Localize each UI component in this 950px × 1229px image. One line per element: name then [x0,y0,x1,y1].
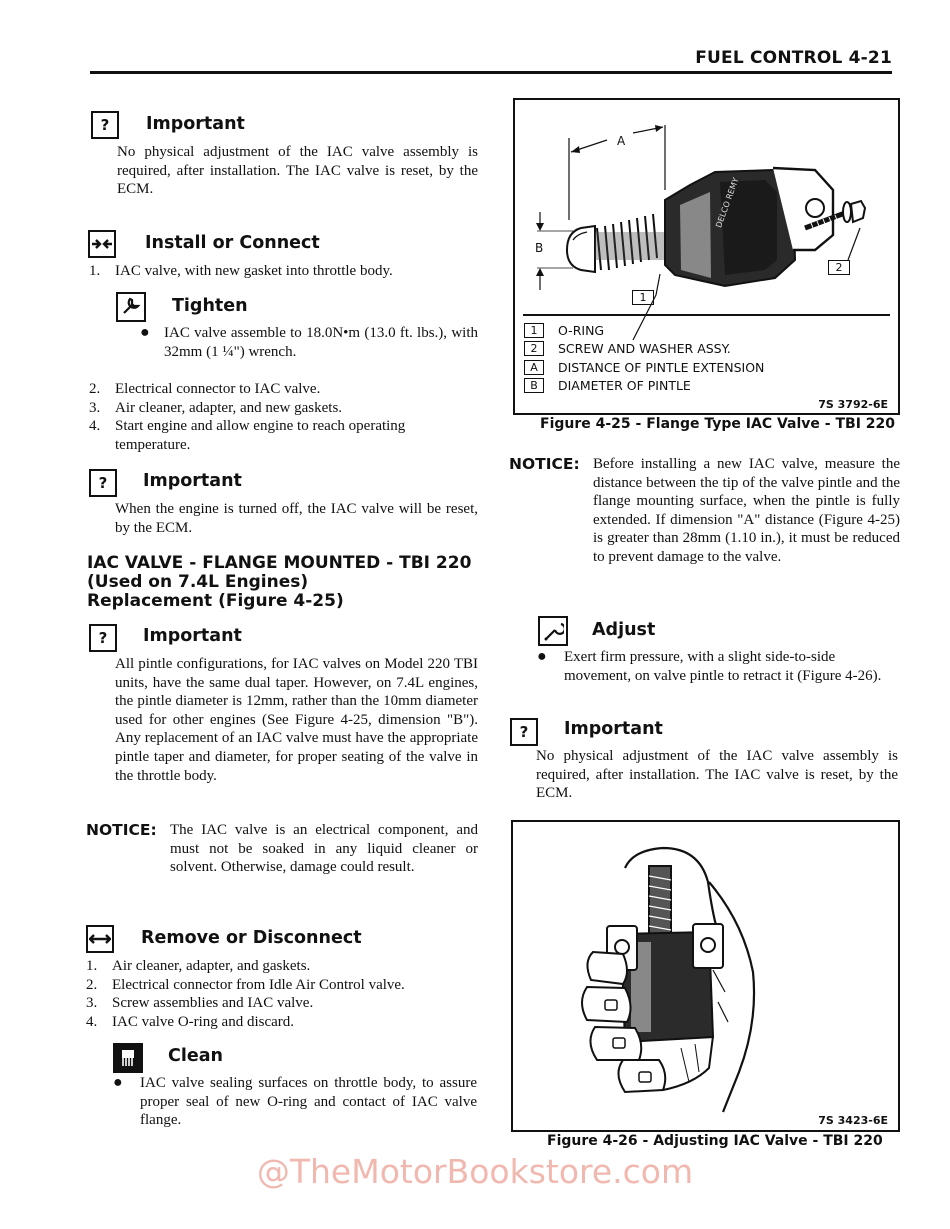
notice-text: The IAC valve is an electrical component, and must not be soaked in any liquid cleaner or solvent. Otherwise, damage could result. [170,822,478,876]
figure-reference: 7S 3423-6E [818,1114,888,1127]
tighten-title: Tighten [172,296,248,316]
figure-4-26 [511,820,900,1132]
notice-block [86,821,478,877]
list-item: 2. Electrical connector to IAC valve. [89,381,321,397]
important-title: Important [143,626,242,646]
list-item: 4. Start engine and allow engine to reach operating temperature. [89,418,406,453]
adjust-bullet: ● Exert firm pressure, with a slight side-to-side movement, on valve pintle to retract it (Figure 4-26). [537,648,882,684]
important-title: Important [146,114,245,134]
svg-text:DELCO REMY: DELCO REMY [714,176,741,229]
important-text: When the engine is turned off, the IAC valve will be reset, by the ECM. [115,501,478,536]
figure-legend [524,321,764,395]
important-icon: ? [89,469,117,497]
adjust-icon [538,616,568,646]
important-title: Important [564,719,663,739]
figure-4-25 [513,98,900,415]
notice-label: NOTICE: [509,455,580,473]
dimension-a-label: A [617,134,626,148]
callout-2: 2 [828,260,850,275]
callout-1: 1 [632,290,654,305]
install-steps-list [89,380,479,454]
important-icon: ? [91,111,119,139]
clean-title: Clean [168,1046,223,1066]
install-list [89,262,479,281]
bullet-icon: ● [113,1074,123,1091]
legend-item: 2 SCREW AND WASHER ASSY. [524,340,764,359]
tighten-bullet: ● IAC valve assemble to 18.0N•m (13.0 ft. lbs.), with 32mm (1 ¼") wrench. [140,324,478,360]
bullet-icon: ● [140,324,150,341]
important-icon: ? [89,624,117,652]
clean-brush-icon [113,1043,143,1073]
watermark: @TheMotorBookstore.com [256,1152,694,1191]
list-item: 2. Electrical connector from Idle Air Control valve. [86,976,405,993]
adjust-title: Adjust [592,620,656,640]
important-title: Important [143,471,242,491]
list-item: 3. Air cleaner, adapter, and new gaskets. [89,399,343,416]
clean-bullet: ● IAC valve sealing surfaces on throttle body, to assure proper seal of new O-ring and contact of IAC valve flange. [113,1074,477,1129]
list-item: 1. Air cleaner, adapter, and gaskets. [86,958,311,974]
figure-caption: Figure 4-26 - Adjusting IAC Valve - TBI 220 [547,1133,883,1149]
figure-reference: 7S 3792-6E [818,398,888,411]
important-icon: ? [510,718,538,746]
legend-item: B DIAMETER OF PINTLE [524,377,764,396]
install-connect-icon [88,230,116,258]
install-title: Install or Connect [145,233,320,253]
wrench-icon [116,292,146,322]
figure-caption: Figure 4-25 - Flange Type IAC Valve - TBI 220 [540,416,896,432]
bullet-icon: ● [537,648,547,665]
notice-text: Before installing a new IAC valve, measure the distance between the tip of the valve pintle and the flange mounting surface, when the pintle is fully extended. If dimension "A" distance (Figure 4-25) is greater than 28mm (1.10 in.), it must be reduced to prevent damage to the valve. [593,456,900,565]
remove-disconnect-icon [86,925,114,953]
remove-title: Remove or Disconnect [141,928,362,948]
important-text: No physical adjustment of the IAC valve assembly is required, after installation. The IAC valve is reset, by the ECM. [536,748,898,802]
important-text: No physical adjustment of the IAC valve assembly is required, after installation. The IAC valve is reset, by the ECM. [117,144,478,198]
notice-block [509,455,900,567]
list-item: 1. IAC valve, with new gasket into throttle body. [89,263,393,279]
section-heading: IAC VALVE - FLANGE MOUNTED - TBI 220 (Used on 7.4L Engines) Replacement (Figure 4-25) [87,553,472,611]
page-header: FUEL CONTROL 4-21 [695,48,892,68]
list-item: 4. IAC valve O-ring and discard. [86,1013,295,1030]
hand-adjusting-valve-illustration [513,822,898,1130]
dimension-b-label: B [535,241,544,255]
remove-list [86,957,479,1031]
legend-item: 1 O-RING [524,321,764,340]
list-item: 3. Screw assemblies and IAC valve. [86,995,314,1012]
header-rule [90,71,892,74]
important-text: All pintle configurations, for IAC valves on Model 220 TBI units, have the same dual taper. However, on 7.4L engines, the pintle diameter is 12mm, rather than the 10mm diameter used for other engines (See Figure 4-25, dimension "B"). Any replacement of an IAC valve must have the appropriate pintle taper and diameter, for proper seating of the valve in the throttle body. [115,656,478,784]
notice-label: NOTICE: [86,821,157,839]
legend-item: A DISTANCE OF PINTLE EXTENSION [524,358,764,377]
